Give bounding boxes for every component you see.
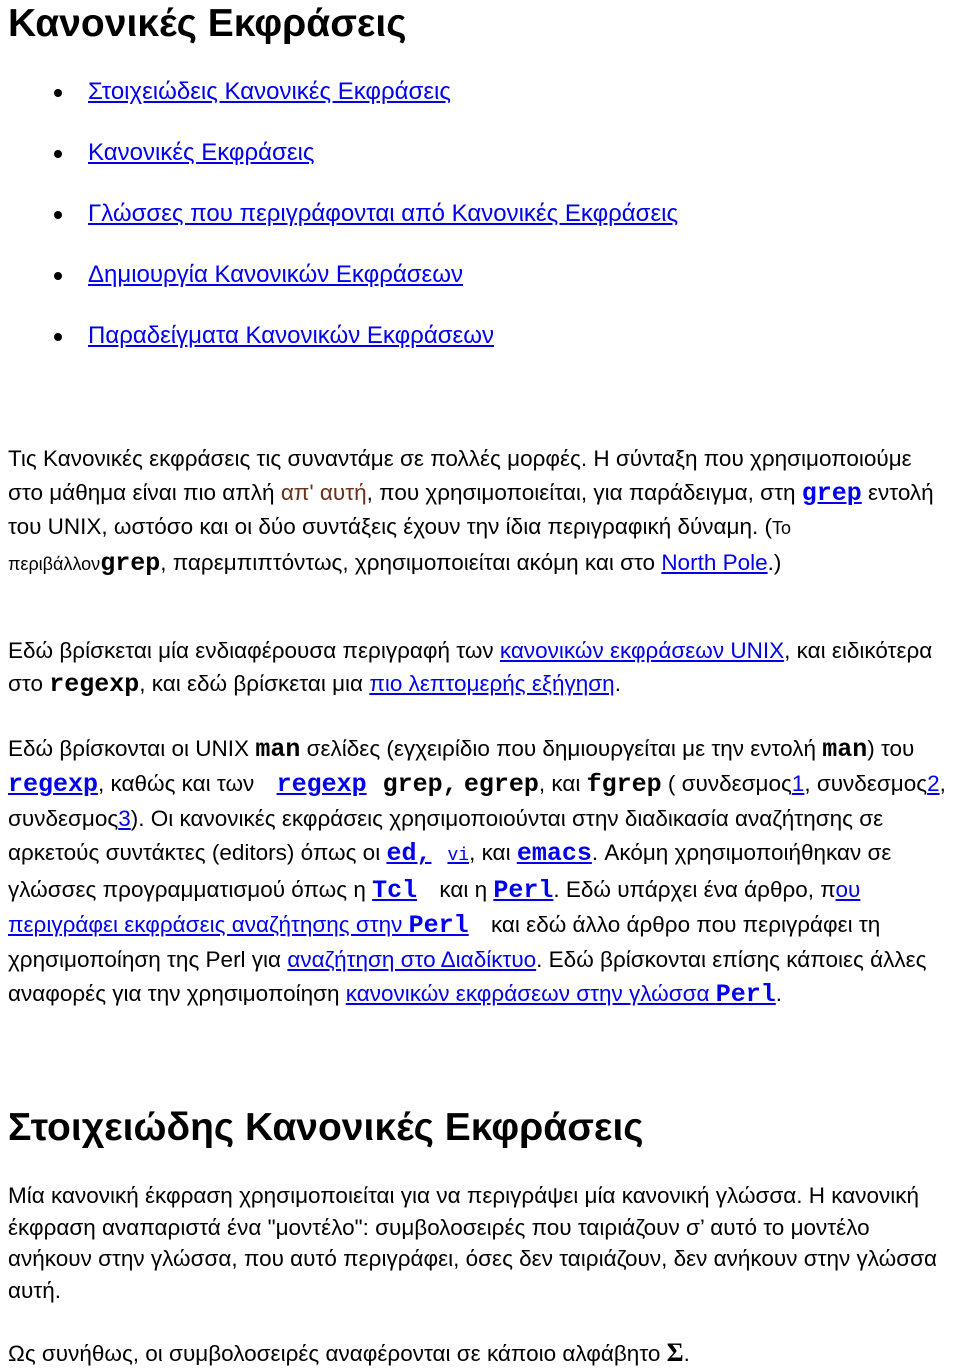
bullet-icon: [54, 211, 62, 219]
text: , και: [469, 840, 517, 865]
link-3[interactable]: 3: [118, 806, 131, 831]
text: εντολή του UNIX, ωστόσο και οι δύο συντάξεις έχουν την ίδια περιγραφική δύναμη. (: [8, 479, 934, 539]
page-title: Κανονικές Εκφράσεις: [8, 2, 407, 45]
bullet-icon: [54, 333, 62, 341]
text: Τις Κανονικές εκφράσεις τις συναντάμε σε πολλές μορφές. Η σύνταξη που χρησιμοποιούμε στο μάθημα είναι πιο απλή: [8, 446, 912, 505]
tcl-link[interactable]: [372, 876, 418, 905]
alphabet-paragraph: [8, 1336, 952, 1370]
text: , που χρησιμοποιείται, για παράδειγμα, στη: [366, 479, 802, 505]
regexp-code: regexp: [49, 670, 140, 699]
man-code: man: [822, 735, 868, 764]
web-search-link[interactable]: αναζήτηση στο Διαδίκτυο: [287, 947, 537, 972]
text: Ως συνήθως, οι συμβολοσειρές αναφέρονται σε κάποιο αλφάβητο: [8, 1341, 667, 1366]
text: σελίδες (εγχειρίδιο που δημιουργείται με την εντολή: [300, 736, 823, 761]
perl-references-link[interactable]: [345, 980, 776, 1009]
regexp-link-code: regexp: [8, 770, 99, 799]
perl-link[interactable]: [493, 876, 554, 905]
toc-link-examples[interactable]: Παραδείγματα Κανονικών Εκφράσεων: [88, 322, 494, 349]
text: , και εδώ βρίσκεται μια: [139, 671, 370, 696]
emacs-link[interactable]: [516, 839, 592, 868]
toc-link-elementary[interactable]: Στοιχειώδεις Κανονικές Εκφράσεις: [88, 78, 451, 105]
sigma-symbol: Σ: [666, 1338, 684, 1367]
text: .: [614, 671, 621, 696]
unix-description-paragraph: [8, 634, 952, 701]
north-pole-link[interactable]: North Pole: [661, 549, 768, 575]
text: , και ειδικότερα στο: [8, 638, 933, 696]
tcl-code: Tcl: [372, 876, 418, 905]
text: ) του: [867, 736, 915, 761]
vi-link[interactable]: [447, 840, 469, 865]
text: . Εδώ βρίσκονται επίσης κάποιες άλλες αναφορές για την χρησιμοποίηση: [8, 947, 927, 1006]
text: .: [683, 1341, 690, 1366]
ed-link[interactable]: [386, 839, 432, 868]
regexp-link[interactable]: [276, 770, 367, 799]
toc-link-creation[interactable]: Δημιουργία Κανονικών Εκφράσεων: [88, 261, 463, 288]
text: .): [767, 549, 782, 575]
perl-code: Perl: [408, 911, 469, 940]
grep-code: grep,: [382, 770, 458, 799]
grep-link[interactable]: [801, 478, 862, 508]
unix-regex-link[interactable]: κανονικών εκφράσεων UNIX: [499, 638, 785, 663]
text: ( συνδεσμος: [661, 771, 792, 796]
definition-paragraph: Μία κανονική έκφραση χρησιμοποιείται για να περιγράψει μία κανονική γλώσσα. Η κανονική έκφραση αναπαριστά ένα "μοντέλο": συμβολοσειρές που ταιριάζουν σ’ αυτό το μοντέλο ανήκουν στην γλώσσα, που αυτό περιγράφει, όσες δεν ταιριάζουν, δεν ανήκουν στην γλώσσα αυτή.: [8, 1183, 938, 1303]
man-pages-paragraph: [8, 732, 952, 1012]
text: απ' αυτή: [280, 479, 367, 505]
text: και εδώ άλλο άρθρο που περιγράφει τη χρησιμοποίηση της Perl για: [8, 912, 881, 972]
section-title: Στοιχειώδης Κανονικές Εκφράσεις: [8, 1106, 644, 1149]
link-2[interactable]: 2: [927, 771, 940, 796]
bullet-icon: [54, 89, 62, 97]
text: ). Οι κανονικές εκφράσεις χρησιμοποιούνται στην διαδικασία αναζήτησης σε αρκετούς συντάκτες (editors) όπως οι: [8, 806, 884, 865]
egrep-code: egrep: [463, 770, 539, 799]
regexp-man-link[interactable]: [8, 770, 99, 799]
grep-code: grep: [100, 548, 161, 578]
vi-code: vi: [447, 846, 470, 866]
toc-link-languages[interactable]: Γλώσσες που περιγράφονται από Κανονικές Εκφράσεις: [88, 200, 679, 227]
fgrep-code: fgrep: [586, 770, 662, 799]
perl-code: Perl: [715, 980, 776, 1009]
perl-article-link-text: ου περιγράφει εκφράσεις αναζήτησης στην: [8, 877, 861, 937]
text: , και: [538, 771, 587, 796]
man-code: man: [255, 735, 301, 764]
emacs-code: emacs: [516, 839, 592, 868]
text: και η: [433, 877, 494, 902]
detailed-explanation-link[interactable]: πιο λεπτομερής εξήγηση: [369, 671, 615, 696]
text: . Ακόμη χρησιμοποιήθηκαν σε γλώσσες προγραμματισμού όπως η: [8, 840, 892, 902]
bullet-icon: [54, 272, 62, 280]
text: , παρεμπιπτόντως, χρησιμοποιείται ακόμη και στο: [160, 549, 662, 575]
grep-link-code: grep: [801, 478, 862, 508]
text: . Εδώ υπάρχει ένα άρθρο, π: [553, 877, 836, 902]
toc-link-regular-expressions[interactable]: Κανονικές Εκφράσεις: [88, 139, 315, 166]
text: , καθώς και των: [98, 771, 261, 796]
text: , συνδεσμος: [804, 771, 928, 796]
text: Εδώ βρίσκεται μία ενδιαφέρουσα περιγραφή των: [8, 638, 500, 663]
regexp-link-code: regexp: [276, 770, 367, 799]
link-1[interactable]: 1: [791, 771, 805, 796]
intro-paragraph: [8, 442, 952, 581]
text: Το περιβάλλον: [8, 518, 792, 574]
bullet-icon: [54, 150, 62, 158]
text: Εδώ βρίσκονται οι UNIX: [8, 736, 256, 761]
text: .: [775, 981, 783, 1006]
ed-code: ed,: [386, 839, 432, 868]
text: , συνδεσμος: [8, 771, 946, 831]
perl-code: Perl: [493, 876, 554, 905]
perl-references-link-text: κανονικών εκφράσεων στην γλώσσα: [345, 981, 716, 1006]
